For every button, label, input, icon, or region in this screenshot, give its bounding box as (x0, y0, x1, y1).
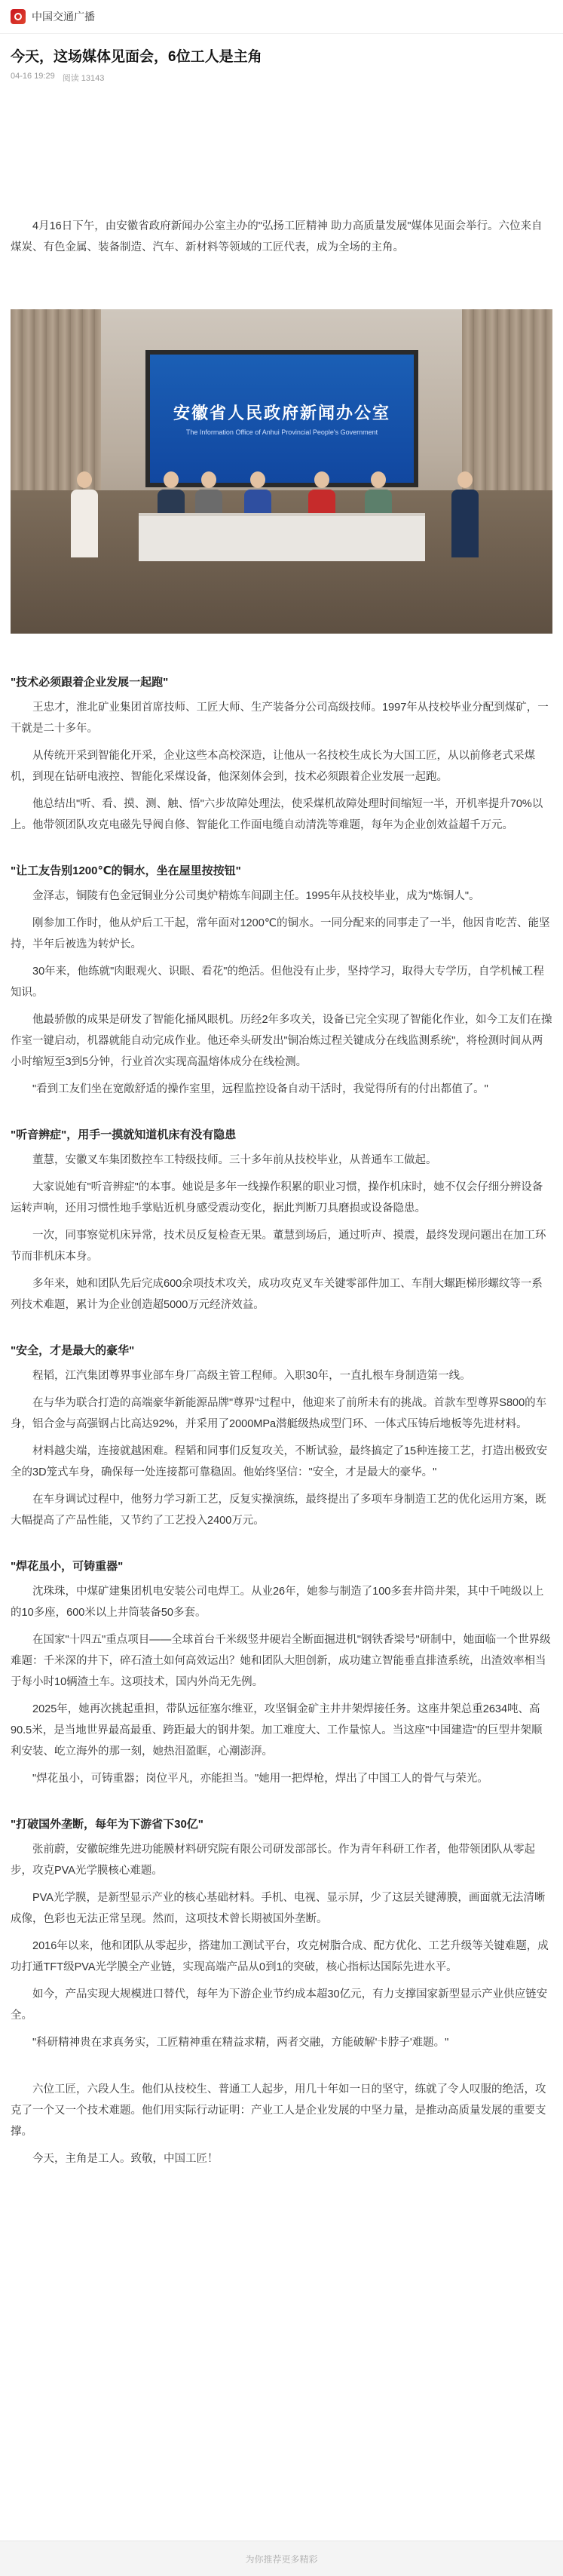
recommend-more-label[interactable]: 为你推荐更多精彩 (245, 2553, 318, 2565)
recommend-more-bar[interactable] (0, 2541, 563, 2576)
section (11, 1815, 552, 2053)
section-heading: "听音辨症"，用手一摸就知道机床有没有隐患 (11, 1128, 237, 1141)
backdrop-screen (150, 355, 414, 483)
section-paragraph: 2016年以来，他和团队从零起步，搭建加工测试平台，攻克树脂合成、配方优化、工艺升级等关键难题，成功打通TFT级PVA光学膜全产业链，实现高端产品从0到1的突破，核心指标达国际先进水平。 (11, 1939, 549, 1973)
closing-paragraph: 今天，主角是工人。致敬，中国工匠！ (32, 2152, 219, 2165)
section-paragraph: "焊花虽小，可铸重器；岗位平凡，亦能担当。"她用一把焊枪，焊出了中国工人的骨气与荣光。 (32, 1772, 488, 1785)
section-heading: "安全，才是最大的豪华" (11, 1343, 135, 1357)
article-meta (11, 72, 552, 84)
person (71, 471, 98, 562)
brand-logo-icon[interactable] (11, 9, 26, 24)
intro-paragraph: 4月16日下午，由安徽省政府新闻办公室主办的"弘扬工匠精神 助力高质量发展"媒体见面会举行。六位来自煤炭、有色金属、装备制造、汽车、新材料等领域的工匠代表，成为全场的主角。 (11, 220, 543, 253)
section (11, 1125, 552, 1316)
section-paragraph: 张前蔚，安徽皖维先进功能膜材料研究院有限公司研发部部长。作为青年科研工作者，他带领团队从零起步，攻克PVA光学膜核心难题。 (11, 1843, 535, 1877)
section-heading: "焊花虽小，可铸重器" (11, 1559, 124, 1573)
view-count: 阅读 13143 (62, 73, 105, 83)
section-paragraph: 在车身调试过程中，他努力学习新工艺，反复实操演练，最终提出了多项车身制造工艺的优化运用方案，既大幅提高了产品性能，又节约了工艺投入2400万元。 (11, 1493, 546, 1527)
screen-title: 安徽省人民政府新闻办公室 (173, 404, 390, 423)
article-body (0, 216, 563, 2169)
section-paragraph: 在与华为联合打造的高端豪华新能源品牌"尊界"过程中，他迎来了前所未有的挑战。首款车型尊界S800的车身，铝合金与高强钢占比高达92%，并采用了2000MPa潜艇级热成型门环、一体式压铸后地板等先进材料。 (11, 1396, 547, 1430)
section (11, 1557, 552, 1789)
section-paragraph: 金泽志，铜陵有色金冠铜业分公司奥炉精炼车间副主任。1995年从技校毕业，成为"炼铜人"。 (32, 889, 480, 902)
closing-paragraph: 六位工匠，六段人生。他们从技校生、普通工人起步，用几十年如一日的坚守，练就了令人叹服的绝活，攻克了一个又一个技术难题。他们用实际行动证明：产业工人是企业发展的中坚力量，是推动高质量发展的重要支撑。 (11, 2083, 546, 2138)
brand-name[interactable]: 中国交通广播 (32, 11, 95, 23)
section-paragraph: 程韬，江汽集团尊界事业部车身厂高级主管工程师。入职30年，一直扎根车身制造第一线。 (32, 1369, 471, 1382)
section-paragraph: 2025年，她再次挑起重担，带队远征塞尔维亚，攻坚铜金矿主井井架焊接任务。这座井架总重2634吨、高90.5米，是当地世界最高最重、跨距最大的钢井架。加工难度大、工作量惊人。当这座"中国建造"的巨型井架顺利安装、屹立海外的那一刻，她热泪盈眶，心潮澎湃。 (11, 1702, 543, 1758)
section-paragraph: 他总结出"听、看、摸、测、触、悟"六步故障处理法，使采煤机故障处理时间缩短一半，开机率提升70%以上。他带领团队攻克电磁先导阀自修、智能化工作面电缆自动清洗等难题，每年为企业创效益超千万元。 (11, 797, 543, 831)
speaker-table (139, 513, 425, 561)
section-paragraph: PVA光学膜，是新型显示产业的核心基础材料。手机、电视、显示屏，少了这层关键薄膜，画面就无法清晰成像，色彩也无法正常呈现。然而，这项技术曾长期被国外垄断。 (11, 1891, 546, 1925)
section-heading: "让工友告别1200℃的铜水，坐在屋里按按钮" (11, 864, 241, 877)
section (11, 673, 552, 836)
section-heading: "打破国外垄断，每年为下游省下30亿" (11, 1817, 203, 1831)
section-paragraph: 多年来，她和团队先后完成600余项技术攻关，成功攻克叉车关键零部件加工、车削大螺距梯形螺纹等一系列技术难题，累计为企业创造超5000万元经济效益。 (11, 1277, 543, 1311)
section-paragraph: 30年来，他练就"肉眼观火、识眼、看花"的绝活。但他没有止步，坚持学习，取得大专学历，自学机械工程知识。 (11, 965, 544, 999)
section-paragraph: 大家说她有"听音辨症"的本事。她说是多年一线操作积累的职业习惯，操作机床时，她不仅会仔细分辨设备运转声响，还用习惯性地手掌贴近机身感受震动变化，据此判断刀具磨损或设备隐患。 (11, 1181, 543, 1214)
article-title: 今天，这场媒体见面会，6位工人是主角 (11, 49, 262, 65)
publish-date: 04-16 19:29 (11, 71, 55, 81)
section-paragraph: 在国家"十四五"重点项目——全球首台千米级竖井硬岩全断面掘进机"钢铁香梁号"研制中，她面临一个世界级难题：千米深的井下，碎石渣土如何高效运出？她和团队大胆创新，成功建立智能垂直排渣系统，出渣效率相当于每小时10辆渣土车。这项技术，国内外尚无先例。 (11, 1633, 551, 1688)
section-paragraph: 董慧，安徽叉车集团数控车工特级技师。三十多年前从技校毕业，从普通车工做起。 (32, 1153, 437, 1166)
section-paragraph: 如今，产品实现大规模进口替代，每年为下游企业节约成本超30亿元，有力支撑国家新型显示产业供应链安全。 (11, 1988, 548, 2022)
person (451, 471, 479, 562)
press-conference-photo[interactable] (11, 309, 552, 634)
section-heading: "技术必须跟着企业发展一起跑" (11, 675, 169, 689)
section (11, 861, 552, 1100)
closing (11, 2079, 552, 2169)
screen-subtitle: The Information Office of Anhui Provincial People's Government (185, 428, 378, 437)
section-paragraph: 他最骄傲的成果是研发了智能化捅风眼机。历经2年多攻关，设备已完全实现了智能化作业，如今工友们在操作室一键启动，机器就能自动完成作业。他还牵头研发出"铜冶炼过程关键成分在线监测系统"，将检测时间从两小时缩短至3到5分钟，行业首次实现高温熔体成分在线检测。 (11, 1013, 552, 1068)
section-paragraph: "看到工友们坐在宽敞舒适的操作室里，远程监控设备自动干活时，我觉得所有的付出都值了。" (32, 1082, 488, 1095)
section-paragraph: "科研精神贵在求真务实，工匠精神重在精益求精，两者交融，方能破解'卡脖子'难题。" (32, 2036, 449, 2049)
section-paragraph: 材料越尖端，连接就越困难。程韬和同事们反复攻关，不断试验，最终搞定了15种连接工艺，打造出极致安全的3D笼式车身，确保每一处连接都可靠稳固。他始终坚信："安全，才是最大的豪华。" (11, 1445, 548, 1478)
section-paragraph: 一次，同事察觉机床异常，技术员反复检查无果。董慧到场后，通过听声、摸震，最终发现问题出在加工环节而非机床本身。 (11, 1229, 546, 1263)
section-paragraph: 从传统开采到智能化开采，企业这些本高校深造，让他从一名技校生成长为大国工匠，从以前修老式采煤机，到现在钻研电液控、智能化采煤设备，他深刻体会到，技术必须跟着企业发展一起跑。 (11, 749, 535, 783)
top-bar (0, 0, 563, 34)
section (11, 1341, 552, 1531)
section-paragraph: 王忠才，淮北矿业集团首席技师、工匠大师、生产装备分公司高级技师。1997年从技校毕业分配到煤矿，一干就是二十多年。 (11, 701, 549, 735)
section-paragraph: 刚参加工作时，他从炉后工干起，常年面对1200℃的铜水。一同分配来的同事走了一半，他因肯吃苦、能坚持，半年后被选为转炉长。 (11, 916, 550, 950)
section-paragraph: 沈珠珠，中煤矿建集团机电安装公司电焊工。从业26年，她参与制造了100多套井筒井架，其中千吨级以上的10多座，600米以上井筒装备50多套。 (11, 1585, 544, 1619)
